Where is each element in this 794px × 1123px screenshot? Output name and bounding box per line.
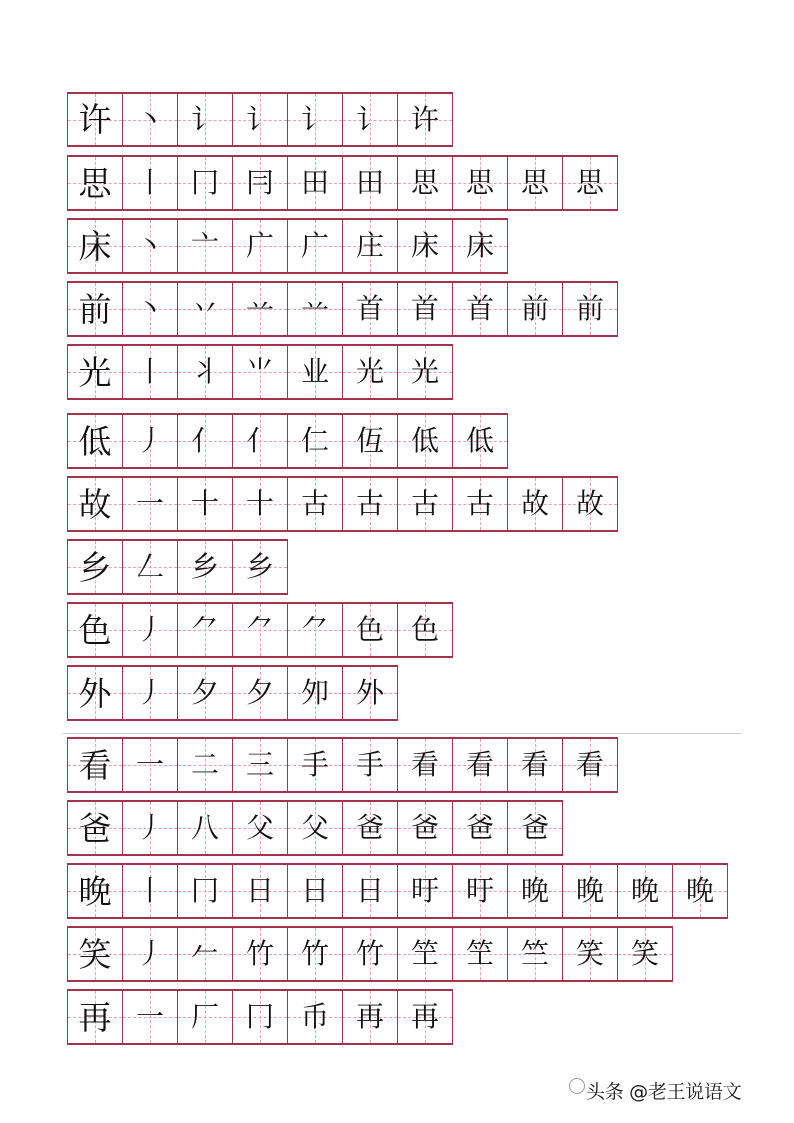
stroke-step-glyph: 夘 — [300, 676, 329, 709]
stroke-step-glyph: 光 — [410, 355, 439, 388]
stroke-step-cell — [233, 94, 288, 145]
stroke-row-7 — [67, 476, 618, 532]
character-glyph: 前 — [78, 289, 112, 329]
stroke-step-glyph: 床 — [410, 229, 439, 262]
stroke-step-cell — [398, 739, 453, 791]
stroke-step-glyph: 日 — [300, 874, 329, 907]
stroke-step-glyph: 广 — [245, 229, 274, 262]
stroke-step-cell — [398, 928, 453, 980]
stroke-step-glyph: 讠 — [245, 102, 274, 136]
stroke-step-glyph: 夕 — [245, 676, 274, 709]
stroke-step-cell — [563, 739, 618, 791]
stroke-step-glyph: 讠 — [190, 102, 219, 136]
stroke-step-cell — [343, 94, 398, 145]
stroke-step-cell — [288, 283, 343, 335]
stroke-step-cell — [123, 415, 178, 467]
stroke-step-cell — [508, 478, 563, 530]
stroke-step-glyph: 古 — [465, 487, 494, 520]
character-glyph: 看 — [78, 745, 112, 785]
stroke-step-glyph: 䒑 — [300, 292, 329, 325]
stroke-step-cell — [343, 865, 398, 917]
stroke-step-glyph: 丿 — [135, 424, 164, 457]
stroke-row-10 — [67, 665, 398, 721]
stroke-step-cell — [178, 157, 233, 209]
stroke-step-cell — [508, 283, 563, 335]
stroke-step-glyph: 床 — [465, 229, 494, 262]
character-cell — [68, 157, 123, 209]
character-cell — [68, 478, 123, 530]
stroke-step-cell — [508, 928, 563, 980]
stroke-step-glyph: 竹 — [355, 937, 384, 970]
stroke-step-cell — [288, 667, 343, 719]
character-glyph: 故 — [78, 484, 112, 524]
stroke-step-cell — [123, 94, 178, 145]
stroke-step-glyph: 仁 — [300, 424, 329, 457]
stroke-step-cell — [123, 541, 178, 593]
stroke-step-glyph: 笑 — [575, 937, 604, 970]
stroke-step-cell — [233, 541, 288, 593]
stroke-step-glyph: 爸 — [520, 811, 549, 844]
stroke-row-3 — [67, 218, 508, 274]
stroke-step-glyph: 首 — [410, 292, 439, 325]
stroke-step-glyph: 爸 — [465, 811, 494, 844]
stroke-step-cell — [233, 283, 288, 335]
stroke-step-cell — [288, 157, 343, 209]
watermark-text: 头条 @老王说语文 — [586, 1081, 742, 1103]
stroke-step-glyph: 旴 — [465, 874, 494, 907]
stroke-step-glyph: 丿 — [135, 937, 164, 970]
stroke-step-cell — [398, 802, 453, 854]
stroke-step-cell — [288, 604, 343, 656]
stroke-step-glyph: 光 — [355, 355, 384, 388]
stroke-step-cell — [233, 667, 288, 719]
stroke-step-glyph: 丷 — [190, 292, 219, 325]
stroke-step-cell — [343, 802, 398, 854]
stroke-step-glyph: 笑 — [630, 937, 659, 970]
stroke-step-cell — [233, 865, 288, 917]
stroke-step-cell — [178, 220, 233, 272]
character-glyph: 再 — [78, 997, 112, 1037]
stroke-step-cell — [343, 991, 398, 1043]
stroke-step-cell — [288, 928, 343, 980]
stroke-step-glyph: 父 — [300, 811, 329, 844]
stroke-step-glyph: 竹 — [300, 937, 329, 970]
stroke-step-cell — [123, 283, 178, 335]
stroke-step-glyph: 古 — [410, 487, 439, 520]
stroke-step-glyph: 一 — [135, 487, 164, 520]
stroke-step-glyph: 故 — [575, 487, 604, 520]
stroke-step-cell — [233, 739, 288, 791]
character-cell — [68, 739, 123, 791]
stroke-step-cell — [453, 865, 508, 917]
stroke-step-cell — [453, 283, 508, 335]
stroke-step-glyph: 前 — [575, 292, 604, 325]
stroke-step-glyph: 爸 — [355, 811, 384, 844]
stroke-step-cell — [398, 220, 453, 272]
stroke-step-cell — [178, 415, 233, 467]
stroke-step-glyph: 三 — [245, 748, 274, 781]
stroke-step-glyph: 手 — [300, 748, 329, 781]
stroke-step-glyph: 故 — [520, 487, 549, 520]
character-cell — [68, 802, 123, 854]
section-divider — [62, 733, 742, 734]
stroke-step-glyph: 看 — [410, 748, 439, 781]
stroke-step-cell — [343, 604, 398, 656]
stroke-step-cell — [618, 928, 673, 980]
stroke-step-glyph: 丿 — [135, 811, 164, 844]
character-cell — [68, 220, 123, 272]
stroke-step-glyph: 讠 — [300, 102, 329, 136]
stroke-step-glyph: 冂 — [190, 166, 219, 199]
stroke-step-cell — [123, 604, 178, 656]
stroke-step-cell — [123, 739, 178, 791]
stroke-step-cell — [508, 802, 563, 854]
stroke-row-9 — [67, 602, 453, 658]
stroke-step-cell — [178, 283, 233, 335]
stroke-step-glyph: 冂 — [245, 1000, 274, 1033]
stroke-step-cell — [343, 928, 398, 980]
stroke-step-glyph: 田 — [355, 166, 384, 199]
stroke-step-glyph: 色 — [355, 613, 384, 646]
stroke-row-12 — [67, 800, 563, 856]
stroke-step-glyph: 乡 — [245, 550, 274, 583]
stroke-step-cell — [233, 157, 288, 209]
stroke-row-15 — [67, 989, 453, 1045]
stroke-row-2 — [67, 155, 618, 211]
stroke-step-cell — [453, 802, 508, 854]
stroke-step-glyph: 笁 — [465, 937, 494, 970]
character-cell — [68, 604, 123, 656]
stroke-step-glyph: 一 — [135, 1000, 164, 1033]
stroke-step-glyph: 低 — [465, 424, 494, 457]
stroke-step-glyph: 思 — [575, 166, 604, 199]
stroke-step-cell — [178, 991, 233, 1043]
stroke-step-cell — [453, 478, 508, 530]
stroke-step-cell — [398, 604, 453, 656]
character-glyph: 晚 — [78, 871, 112, 911]
stroke-step-cell — [288, 802, 343, 854]
stroke-step-cell — [398, 283, 453, 335]
stroke-step-glyph: 手 — [355, 748, 384, 781]
stroke-step-cell — [123, 478, 178, 530]
stroke-step-glyph: 古 — [300, 487, 329, 520]
stroke-step-glyph: 晚 — [630, 874, 659, 907]
character-cell — [68, 667, 123, 719]
stroke-step-cell — [233, 346, 288, 398]
stroke-step-glyph: 看 — [520, 748, 549, 781]
stroke-step-cell — [398, 346, 453, 398]
stroke-step-cell — [178, 667, 233, 719]
stroke-step-glyph: 外 — [355, 676, 384, 709]
character-glyph: 许 — [78, 100, 112, 139]
stroke-step-cell — [123, 667, 178, 719]
stroke-step-cell — [288, 94, 343, 145]
stroke-step-cell — [673, 865, 728, 917]
stroke-step-cell — [123, 802, 178, 854]
stroke-step-glyph: 首 — [355, 292, 384, 325]
stroke-step-cell — [123, 991, 178, 1043]
stroke-step-cell — [288, 415, 343, 467]
stroke-step-cell — [123, 220, 178, 272]
stroke-step-cell — [178, 865, 233, 917]
stroke-step-glyph: 十 — [190, 487, 219, 520]
stroke-step-glyph: ⺈ — [245, 613, 274, 646]
stroke-step-glyph: 看 — [465, 748, 494, 781]
stroke-step-glyph: 丿 — [135, 613, 164, 646]
stroke-step-glyph: 晚 — [520, 874, 549, 907]
stroke-step-cell — [233, 478, 288, 530]
stroke-step-cell — [453, 220, 508, 272]
character-glyph: 床 — [78, 226, 112, 266]
stroke-step-cell — [508, 157, 563, 209]
stroke-step-cell — [343, 415, 398, 467]
stroke-row-6 — [67, 413, 508, 469]
stroke-step-cell — [563, 157, 618, 209]
stroke-row-4 — [67, 281, 618, 337]
stroke-step-glyph: 丨 — [135, 874, 164, 907]
stroke-step-glyph: 竹 — [245, 937, 274, 970]
stroke-step-glyph: 前 — [520, 292, 549, 325]
stroke-step-glyph: 讠 — [355, 102, 384, 136]
stroke-step-glyph: 父 — [245, 811, 274, 844]
character-glyph: 色 — [78, 610, 112, 650]
character-cell — [68, 865, 123, 917]
stroke-step-glyph: 𠃋 — [135, 550, 164, 583]
character-glyph: 光 — [78, 352, 112, 392]
stroke-step-cell — [288, 739, 343, 791]
stroke-step-glyph: 思 — [410, 166, 439, 199]
stroke-step-cell — [178, 541, 233, 593]
stroke-step-glyph: 丨 — [135, 355, 164, 388]
stroke-step-cell — [453, 157, 508, 209]
stroke-step-cell — [343, 283, 398, 335]
character-cell — [68, 283, 123, 335]
stroke-step-cell — [288, 991, 343, 1043]
stroke-step-cell — [123, 928, 178, 980]
stroke-step-glyph: 币 — [300, 1000, 329, 1033]
stroke-step-glyph: 古 — [355, 487, 384, 520]
stroke-step-cell — [178, 604, 233, 656]
stroke-step-cell — [288, 346, 343, 398]
stroke-step-cell — [343, 739, 398, 791]
stroke-step-glyph: 亻 — [190, 424, 219, 457]
character-glyph: 笑 — [78, 934, 112, 974]
stroke-step-glyph: 思 — [520, 166, 549, 199]
character-cell — [68, 415, 123, 467]
stroke-step-cell — [233, 220, 288, 272]
stroke-step-cell — [453, 739, 508, 791]
stroke-step-glyph: 亠 — [190, 229, 219, 262]
character-glyph: 爸 — [78, 808, 112, 848]
stroke-step-cell — [563, 283, 618, 335]
stroke-step-glyph: ⺌ — [245, 355, 274, 388]
stroke-step-cell — [398, 415, 453, 467]
stroke-step-cell — [178, 739, 233, 791]
stroke-step-cell — [343, 667, 398, 719]
stroke-step-glyph: 仾 — [355, 424, 384, 457]
character-cell — [68, 346, 123, 398]
stroke-step-glyph: 思 — [465, 166, 494, 199]
stroke-step-glyph: 亻 — [245, 424, 274, 457]
stroke-step-cell — [398, 478, 453, 530]
stroke-step-glyph: 首 — [465, 292, 494, 325]
stroke-step-cell — [398, 94, 453, 145]
stroke-step-glyph: 十 — [245, 487, 274, 520]
stroke-step-glyph: 日 — [355, 874, 384, 907]
stroke-step-cell — [123, 865, 178, 917]
stroke-step-glyph: 爸 — [410, 811, 439, 844]
stroke-step-glyph: 日 — [245, 874, 274, 907]
stroke-row-8 — [67, 539, 288, 595]
stroke-step-cell — [398, 991, 453, 1043]
character-cell — [68, 928, 123, 980]
stroke-step-glyph: 笁 — [410, 937, 439, 970]
stroke-step-glyph: 八 — [190, 811, 219, 844]
stroke-step-glyph: 冂 — [190, 874, 219, 907]
stroke-step-glyph: 丶 — [135, 292, 164, 325]
stroke-row-1 — [67, 92, 453, 147]
stroke-step-cell — [618, 865, 673, 917]
stroke-step-cell — [123, 346, 178, 398]
stroke-step-glyph: ⺈ — [190, 613, 219, 646]
stroke-step-cell — [453, 928, 508, 980]
stroke-step-glyph: 冃 — [245, 166, 274, 199]
stroke-step-glyph: 丶 — [135, 229, 164, 262]
stroke-step-cell — [563, 928, 618, 980]
stroke-step-glyph: 田 — [300, 166, 329, 199]
stroke-step-cell — [178, 928, 233, 980]
stroke-step-glyph: 厂 — [190, 1000, 219, 1033]
stroke-step-glyph: 竺 — [520, 937, 549, 970]
stroke-step-glyph: 䒑 — [245, 292, 274, 325]
stroke-step-glyph: 丬 — [190, 355, 219, 388]
wechat-icon — [569, 1078, 585, 1094]
stroke-step-cell — [508, 865, 563, 917]
stroke-step-cell — [123, 157, 178, 209]
stroke-row-14 — [67, 926, 673, 982]
stroke-step-glyph: 晚 — [685, 874, 714, 907]
stroke-step-cell — [398, 157, 453, 209]
stroke-step-cell — [178, 94, 233, 145]
character-glyph: 外 — [78, 673, 112, 713]
stroke-step-glyph: 庄 — [355, 229, 384, 262]
character-cell — [68, 991, 123, 1043]
stroke-step-glyph: 夕 — [190, 676, 219, 709]
character-cell — [68, 94, 123, 145]
stroke-step-glyph: 丿 — [135, 676, 164, 709]
stroke-step-cell — [233, 415, 288, 467]
stroke-step-cell — [178, 478, 233, 530]
stroke-step-cell — [288, 865, 343, 917]
stroke-step-cell — [453, 415, 508, 467]
stroke-step-glyph: 再 — [355, 1000, 384, 1033]
stroke-step-glyph: 看 — [575, 748, 604, 781]
stroke-step-cell — [178, 346, 233, 398]
stroke-step-glyph: ⺈ — [300, 613, 329, 646]
stroke-step-glyph: 业 — [300, 355, 329, 388]
character-cell — [68, 541, 123, 593]
stroke-step-glyph: 广 — [300, 229, 329, 262]
stroke-step-cell — [343, 346, 398, 398]
stroke-step-cell — [178, 802, 233, 854]
stroke-step-cell — [343, 220, 398, 272]
stroke-step-cell — [233, 991, 288, 1043]
stroke-step-glyph: 低 — [410, 424, 439, 457]
stroke-step-cell — [288, 478, 343, 530]
stroke-step-glyph: 一 — [135, 748, 164, 781]
stroke-step-glyph: 丶 — [135, 102, 164, 136]
stroke-step-cell — [508, 739, 563, 791]
stroke-step-cell — [233, 928, 288, 980]
character-glyph: 低 — [78, 421, 112, 461]
stroke-step-glyph: 丨 — [135, 166, 164, 199]
stroke-step-cell — [563, 865, 618, 917]
stroke-step-glyph: 色 — [410, 613, 439, 646]
stroke-step-glyph: 乡 — [190, 550, 219, 583]
character-glyph: 思 — [78, 163, 112, 203]
stroke-step-glyph: 再 — [410, 1000, 439, 1033]
stroke-step-glyph: 𠂉 — [190, 937, 219, 970]
stroke-step-cell — [288, 220, 343, 272]
stroke-step-cell — [398, 865, 453, 917]
stroke-step-cell — [343, 157, 398, 209]
stroke-step-cell — [343, 478, 398, 530]
stroke-step-cell — [233, 604, 288, 656]
character-glyph: 乡 — [78, 547, 112, 587]
stroke-step-cell — [233, 802, 288, 854]
stroke-row-13 — [67, 863, 728, 919]
stroke-step-glyph: 二 — [190, 748, 219, 781]
stroke-step-glyph: 晚 — [575, 874, 604, 907]
stroke-step-glyph: 旴 — [410, 874, 439, 907]
stroke-row-11 — [67, 737, 618, 793]
stroke-step-glyph: 许 — [410, 102, 439, 136]
stroke-step-cell — [563, 478, 618, 530]
stroke-row-5 — [67, 344, 453, 400]
